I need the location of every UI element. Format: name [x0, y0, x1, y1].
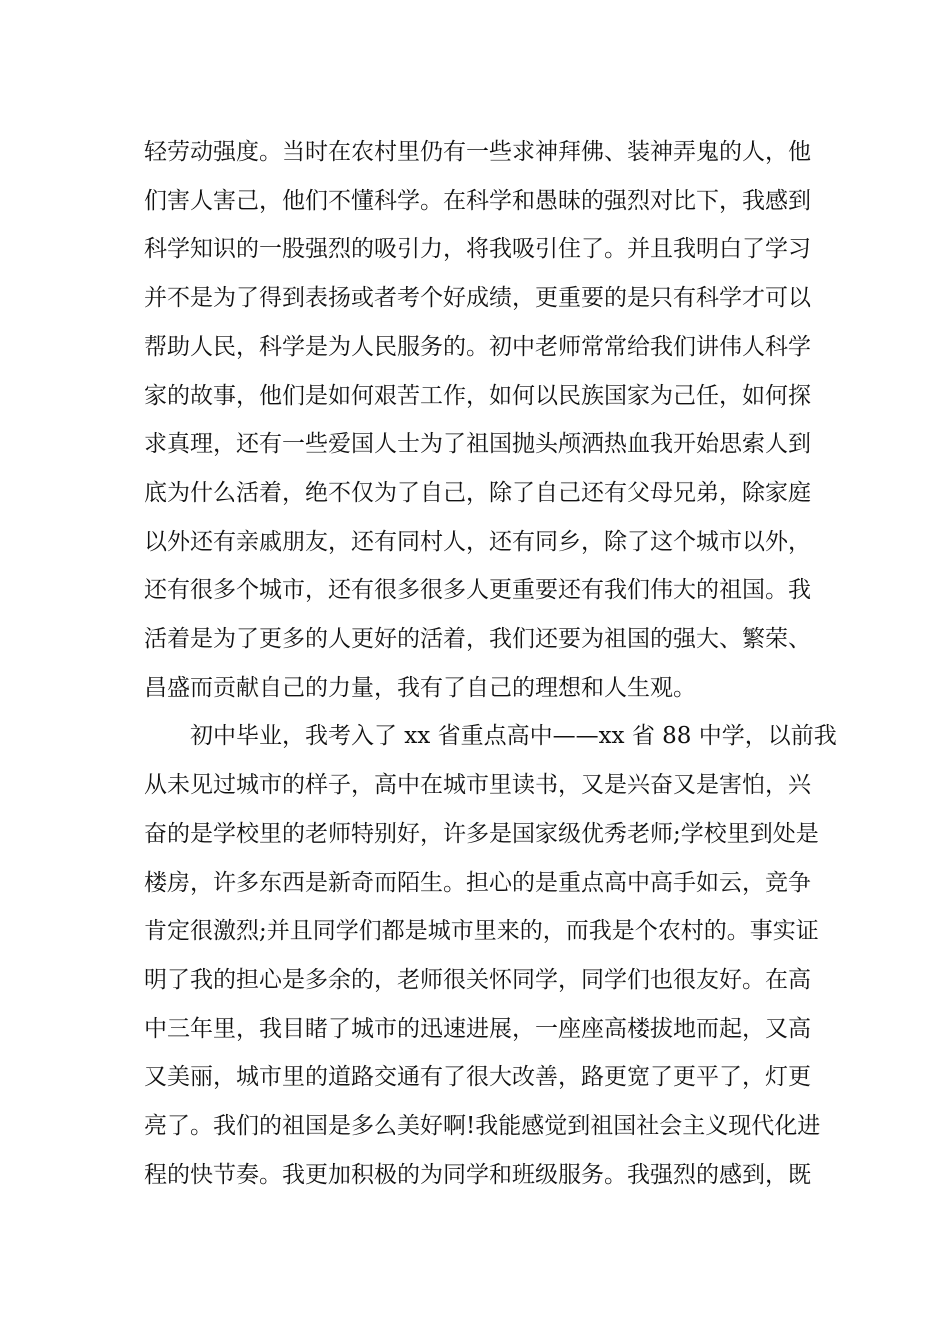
text-line: 又美丽，城市里的道路交通有了很大改善，路更宽了更平了，灯更 [144, 1064, 811, 1091]
text-line: 们害人害己，他们不懂科学。在科学和愚昧的强烈对比下，我感到 [144, 187, 811, 214]
text-line: 楼房，许多东西是新奇而陌生。担心的是重点高中高手如云，竞争 [144, 869, 811, 896]
text-line: 中三年里，我目睹了城市的迅速进展，一座座高楼拔地而起，又高 [144, 1015, 811, 1042]
text-line: 活着是为了更多的人更好的活着，我们还要为祖国的强大、繁荣、 [144, 626, 811, 652]
text-line: 帮助人民，科学是为人民服务的。初中老师常常给我们讲伟人科学 [144, 333, 811, 360]
text-line: 轻劳动强度。当时在农村里仍有一些求神拜佛、装神弄鬼的人，他 [144, 139, 811, 165]
text-line: 初中毕业，我考入了 xx 省重点高中——xx 省 88 中学，以前我 [190, 723, 837, 750]
text-line: 底为什么活着，绝不仅为了自己，除了自己还有父母兄弟，除家庭 [144, 479, 811, 506]
text-line: 家的故事，他们是如何艰苦工作，如何以民族国家为己任，如何探 [144, 382, 811, 409]
text-line: 肯定很激烈;并且同学们都是城市里来的，而我是个农村的。事实证 [144, 918, 819, 945]
text-line: 昌盛而贡献自己的力量，我有了自己的理想和人生观。 [144, 674, 696, 701]
text-line: 明了我的担心是多余的，老师很关怀同学，同学们也很友好。在高 [144, 966, 811, 993]
text-line: 求真理，还有一些爱国人士为了祖国抛头颅洒热血我开始思索人到 [144, 431, 811, 458]
text-line: 从未见过城市的样子，高中在城市里读书，又是兴奋又是害怕，兴 [144, 772, 811, 799]
text-line: 程的快节奏。我更加积极的为同学和班级服务。我强烈的感到，既 [144, 1161, 811, 1188]
text-line: 亮了。我们的祖国是多么美好啊!我能感觉到祖国社会主义现代化进 [144, 1113, 821, 1139]
text-line: 还有很多个城市，还有很多很多人更重要还有我们伟大的祖国。我 [144, 577, 811, 604]
body-text [144, 0, 837, 1344]
text-line: 并不是为了得到表扬或者考个好成绩，更重要的是只有科学才可以 [144, 285, 811, 312]
text-line: 科学知识的一股强烈的吸引力，将我吸引住了。并且我明白了学习 [144, 236, 811, 263]
text-line: 以外还有亲戚朋友，还有同村人，还有同乡，除了这个城市以外， [144, 528, 811, 555]
text-line: 奋的是学校里的老师特别好，许多是国家级优秀老师;学校里到处是 [144, 820, 819, 847]
